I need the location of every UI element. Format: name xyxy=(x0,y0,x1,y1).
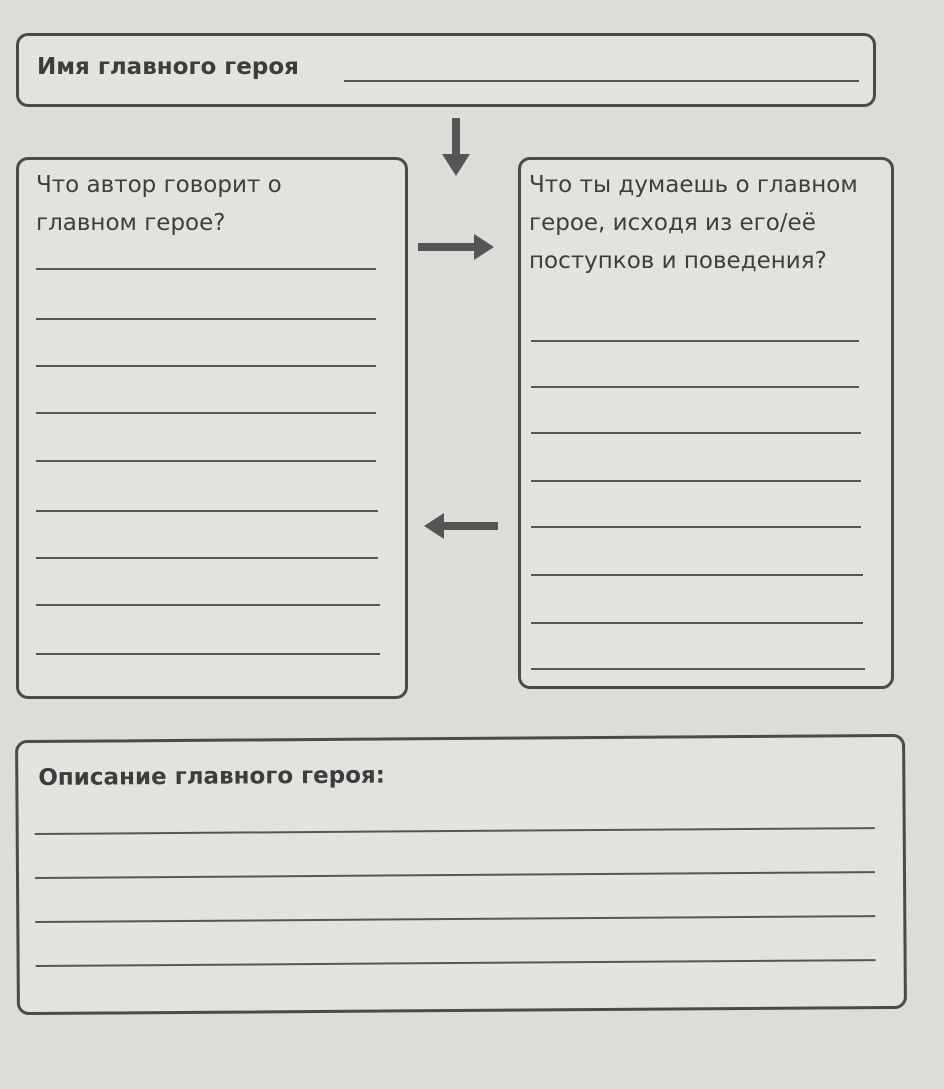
hero-name-box xyxy=(16,33,876,107)
description-line[interactable] xyxy=(35,827,875,835)
answer-line[interactable] xyxy=(531,386,859,388)
description-line[interactable] xyxy=(35,871,875,879)
answer-line[interactable] xyxy=(531,668,865,670)
author-says-box xyxy=(16,157,408,699)
answer-line[interactable] xyxy=(36,510,378,512)
hero-description-box xyxy=(15,734,907,1015)
answer-line[interactable] xyxy=(36,365,376,367)
arrow-right-icon xyxy=(418,233,496,261)
answer-line[interactable] xyxy=(531,574,863,576)
arrow-down-icon xyxy=(440,118,472,178)
answer-line[interactable] xyxy=(36,412,376,414)
description-line[interactable] xyxy=(36,959,876,967)
answer-line[interactable] xyxy=(36,318,376,320)
hero-name-line[interactable] xyxy=(344,80,859,82)
answer-line[interactable] xyxy=(36,557,378,559)
answer-line[interactable] xyxy=(531,432,861,434)
answer-line[interactable] xyxy=(36,460,376,462)
answer-line[interactable] xyxy=(36,604,380,606)
answer-line[interactable] xyxy=(531,622,863,624)
your-opinion-question: Что ты думаешь о главном герое, исходя из его/её поступков и поведения? xyxy=(529,172,858,274)
description-line[interactable] xyxy=(35,915,875,923)
answer-line[interactable] xyxy=(36,653,380,655)
answer-line[interactable] xyxy=(531,480,861,482)
answer-line[interactable] xyxy=(36,268,376,270)
answer-line[interactable] xyxy=(531,526,861,528)
hero-name-label: Имя главного героя xyxy=(37,54,299,80)
hero-description-label: Описание главного героя: xyxy=(38,762,386,791)
answer-line[interactable] xyxy=(531,340,859,342)
author-says-question: Что автор говорит о главном герое? xyxy=(36,172,282,236)
arrow-left-icon xyxy=(422,512,500,540)
your-opinion-box xyxy=(518,157,894,689)
